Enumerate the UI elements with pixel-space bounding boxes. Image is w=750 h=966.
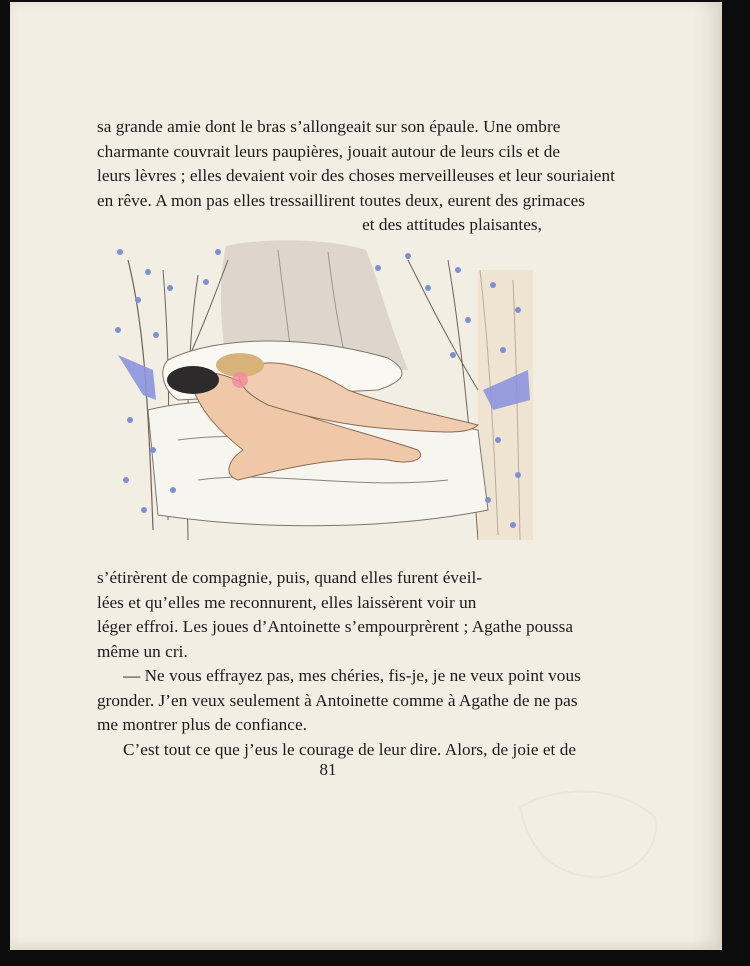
blue-dot (115, 327, 121, 333)
blue-dot (425, 285, 431, 291)
blue-dot (141, 507, 147, 513)
blue-dot (500, 347, 506, 353)
blue-dot (515, 307, 521, 313)
dialogue-line: gronder. J’en veux seulement à Antoinette comme à Agathe de ne pas (97, 690, 578, 710)
blue-dot (150, 447, 156, 453)
blue-dot (203, 279, 209, 285)
text-line: même un cri. (97, 641, 188, 661)
blue-dot (153, 332, 159, 338)
curtain-right (408, 260, 478, 390)
text-line: leurs lèvres ; elles devaient voir des choses merveilleuses et leur souriaient (97, 166, 615, 185)
page-number: 81 (319, 760, 337, 779)
blue-dot (135, 297, 141, 303)
blue-dot (123, 477, 129, 483)
text-line: léger effroi. Les joues d’Antoinette s’empourprèrent ; Agathe poussa (97, 617, 574, 636)
text-line: s’étirèrent de compagnie, puis, quand elles furent éveil- (97, 568, 483, 587)
blue-dot (465, 317, 471, 323)
blue-dot (450, 352, 456, 358)
blue-dot (215, 249, 221, 255)
dialogue-line: me montrer plus de confiance. (97, 715, 308, 734)
text-line: et des attitudes plaisantes, (362, 215, 542, 234)
text-line: lées et qu’elles me reconnurent, elles laissèrent voir un (97, 592, 477, 612)
blue-dot (405, 253, 411, 259)
blue-dot (455, 267, 461, 273)
dialogue-line: — Ne vous effrayez pas, mes chéries, fis-je, je ne veux point vous (123, 666, 581, 685)
blue-dot (145, 269, 151, 275)
blue-dot (495, 437, 501, 443)
blue-dot (490, 282, 496, 288)
blue-dot (515, 472, 521, 478)
blue-dot (127, 417, 133, 423)
blue-dot (485, 497, 491, 503)
text-line: en rêve. A mon pas elles tressaillirent toutes deux, eurent des grimaces (97, 190, 586, 210)
paragraph-top (97, 115, 615, 238)
blue-dot (375, 265, 381, 271)
watercolor-illustration (108, 240, 548, 550)
book-page (10, 2, 722, 950)
text-line: charmante couvrait leurs paupières, jouait autour de leurs cils et de (97, 141, 561, 161)
blue-dot (510, 522, 516, 528)
final-line: C’est tout ce que j’eus le courage de leur dire. Alors, de joie et de (123, 739, 577, 759)
watermark-shape (515, 777, 665, 887)
page-edge-shading (692, 2, 722, 950)
text-line: sa grande amie dont le bras s’allongeait sur son épaule. Une ombre (97, 117, 561, 136)
blue-dot (167, 285, 173, 291)
paragraph-bottom (97, 566, 581, 762)
cheek-blush (232, 372, 248, 388)
hair-dark (167, 366, 219, 394)
curtain-bow-left (118, 355, 156, 400)
blue-dot (170, 487, 176, 493)
blue-dot (117, 249, 123, 255)
